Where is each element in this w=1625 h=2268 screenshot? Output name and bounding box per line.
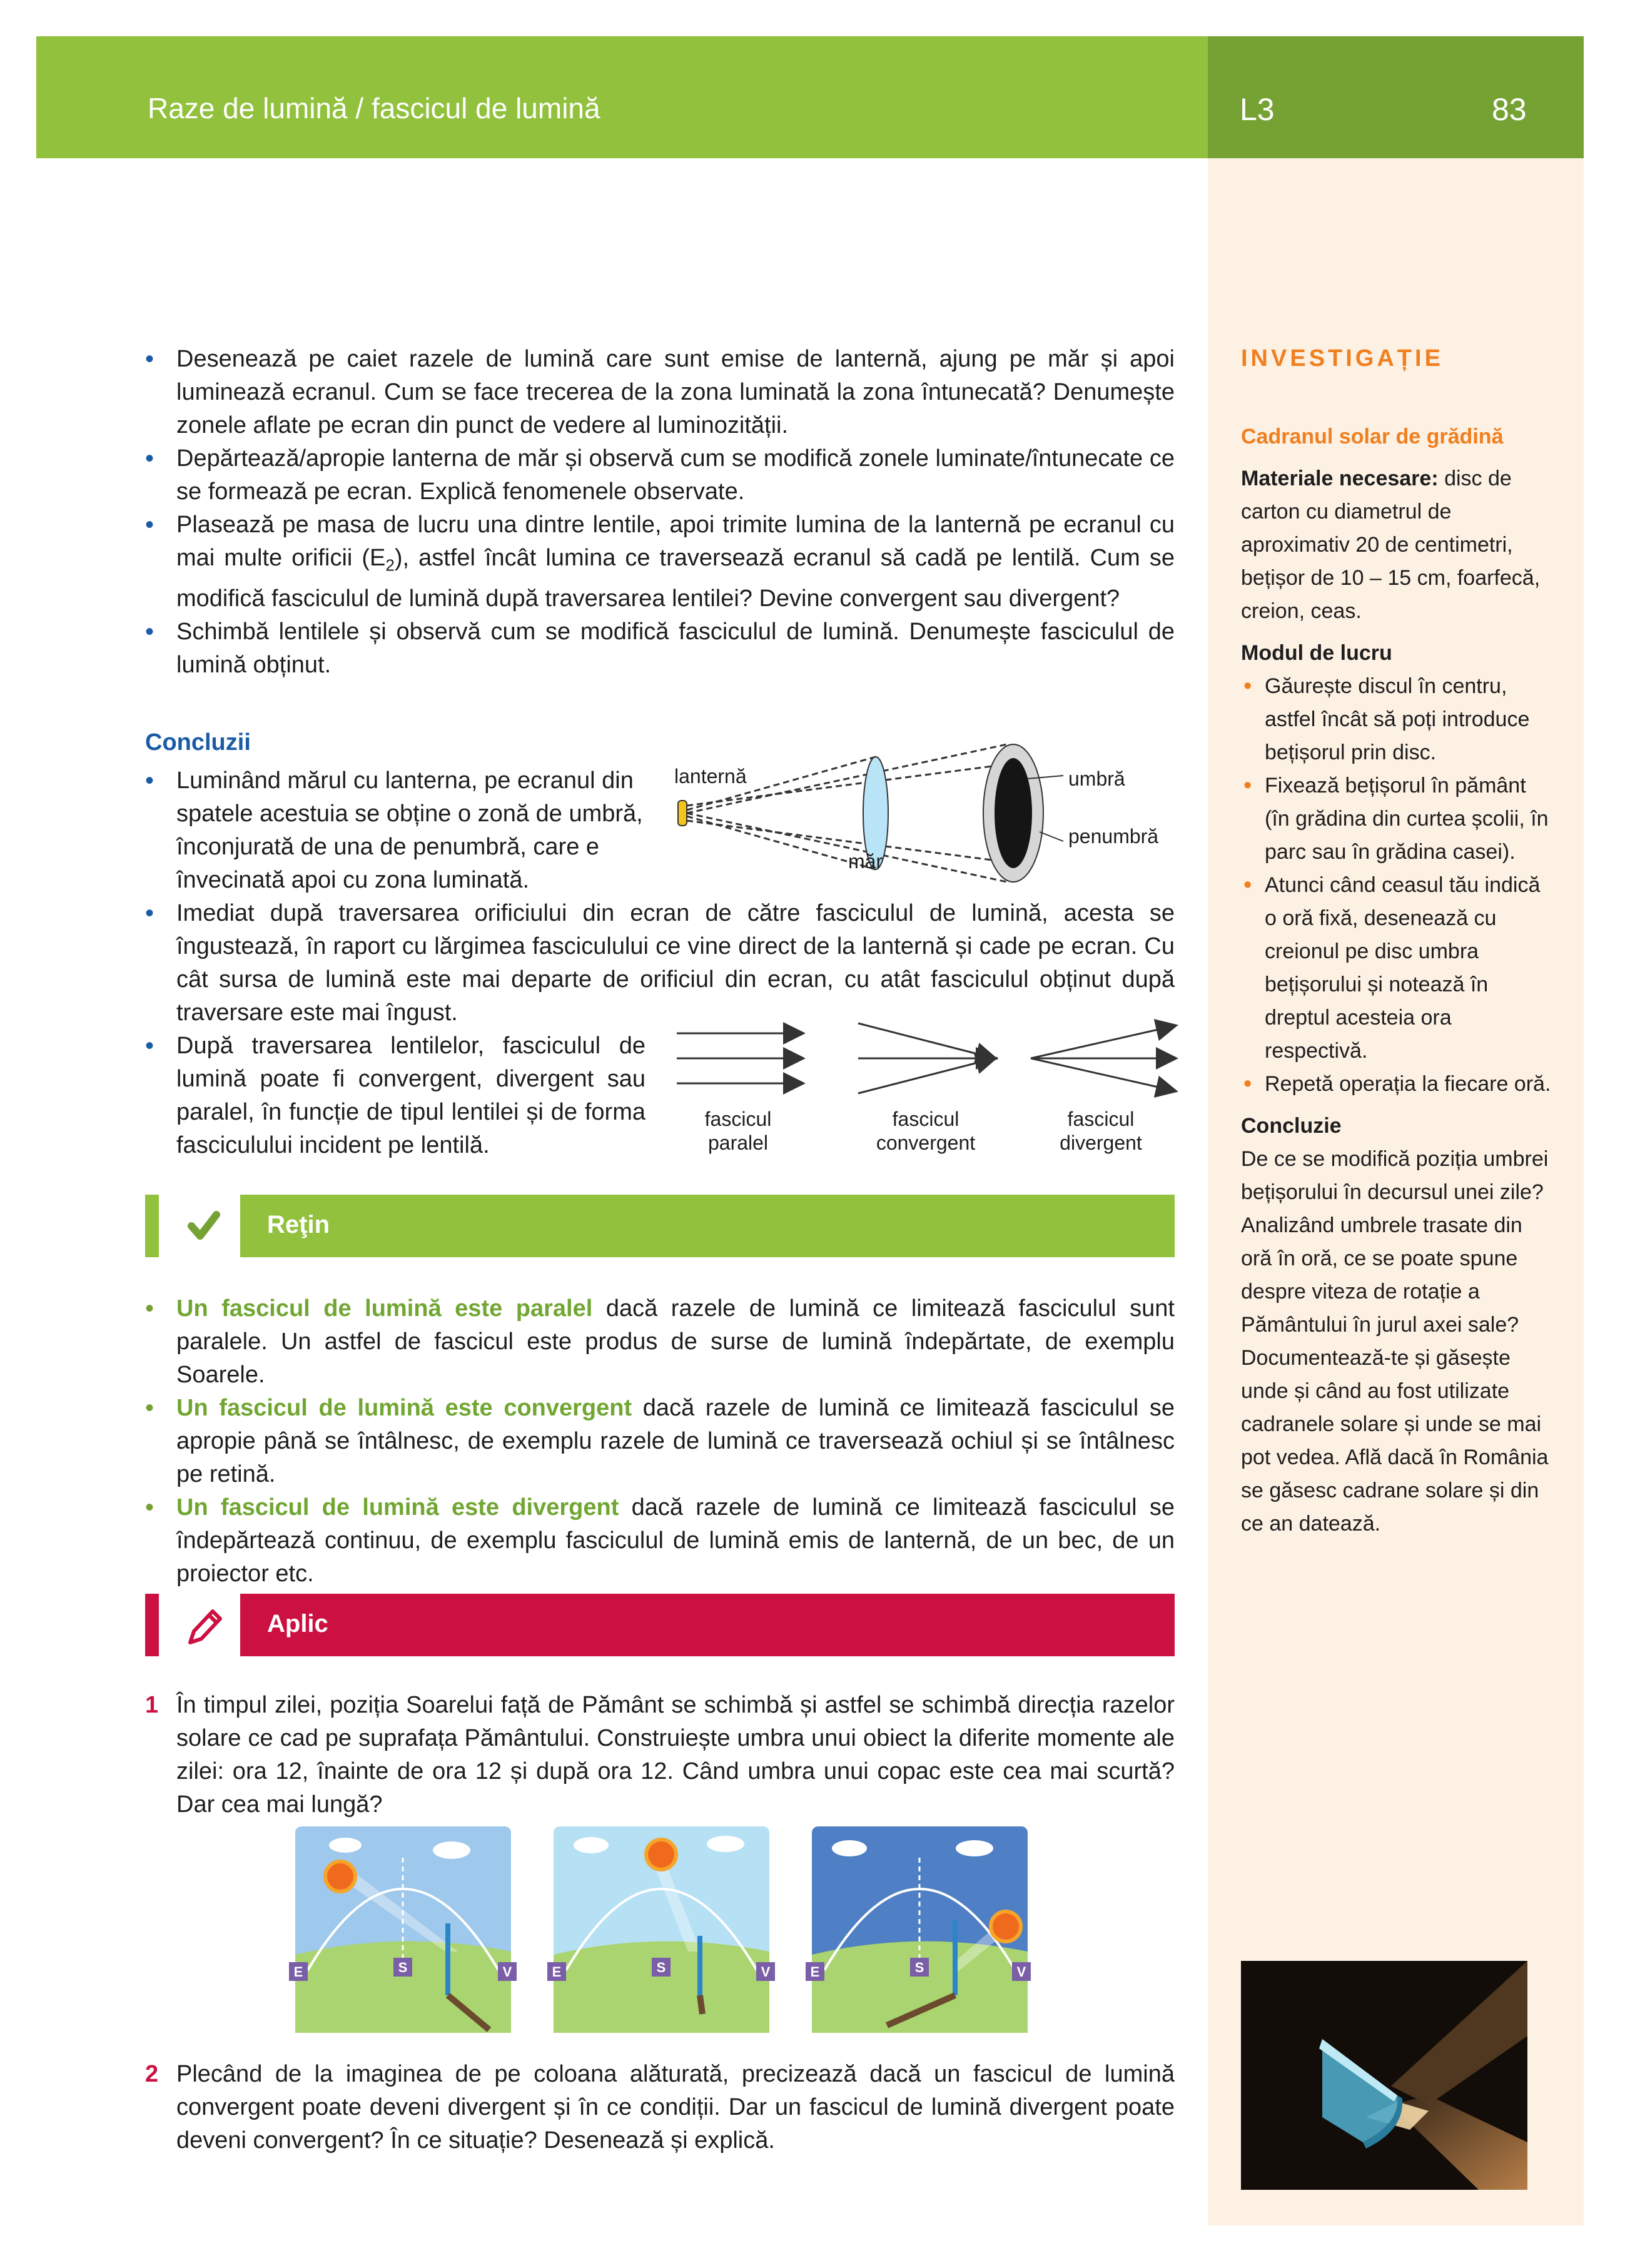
method-step: • Fixează bețișorul în pământ (în grădina din curtea școlii, în parc sau în grădina casei). <box>1241 769 1554 869</box>
aplic-banner-bar <box>240 1594 1175 1656</box>
sun-panel-noon <box>547 1826 775 2033</box>
method-steps <box>1241 670 1554 1101</box>
parallel-label-line2: paralel <box>707 1131 769 1154</box>
sidebar-section-title: INVESTIGAȚIE <box>1241 345 1444 372</box>
west-label: V <box>502 1964 512 1980</box>
exercise-number: 2 <box>145 2061 159 2087</box>
materials-text: disc de carton cu diametrul de aproximativ 20 de centimetri, bețișor de 10 – 15 cm, foarfecă, creion, ceas. <box>1241 467 1541 623</box>
east-label: E <box>293 1964 303 1980</box>
retin-highlight: Un fascicul de lumină este divergent <box>176 1494 619 1521</box>
south-label: S <box>398 1960 408 1975</box>
convergent-label-line1: fascicul <box>892 1108 959 1130</box>
exercise-1 <box>145 1689 1175 1821</box>
south-label: S <box>914 1960 924 1975</box>
retin-text: dacă razele de lumină ce limitează fasciculul se îndepărtează continuu, de exemplu fasciculul de lumină emis de lanternă, de un bec, de un proiector etc. <box>176 1494 1175 1587</box>
conclusion-item: • Imediat după traversarea orificiului din ecran de către fasciculul de lumină, acesta se îngustează, în raport cu lărgimea fasciculului ce vine direct de la lanternă și cade pe ecran. Cu cât sursa de lumină este mai departe de orificiul din ecran, cu atât fasciculul obținut după traversare este mai îngust. <box>145 897 1175 1030</box>
divergent-label-line2: divergent <box>1060 1131 1142 1154</box>
retin-text: dacă razele de lumină ce limitează fasciculul se apropie până se întâlnesc, de exemplu razele de lumină ce traversează ochiul și se întâlnesc pe retină. <box>176 1395 1175 1487</box>
conclusion-item-1 <box>145 764 645 897</box>
activity-list <box>145 343 1175 682</box>
conclusions-title: Concluzii <box>145 729 251 756</box>
pencil-icon <box>159 1594 240 1656</box>
convergent-beam-label <box>863 1107 988 1155</box>
retin-label: Reţin <box>267 1211 330 1238</box>
page-number: 83 <box>1492 92 1527 127</box>
convergent-beam <box>858 1023 995 1093</box>
materials-label: Materiale necesare: <box>1241 467 1439 490</box>
activity-item: • Depărtează/apropie lanterna de măr și observă cum se modifică zonele luminate/întunecate ce se formează pe ecran. Explică fenomenele observate. <box>145 442 1175 509</box>
method-title: Modul de lucru <box>1241 641 1392 665</box>
activity-lens-after: ), astfel încât lumina ce traversează ecranul să cadă pe lentilă. Cum se modifică fasciculul de lumină după traversarea lentilei? Devine convergent sau divergent? <box>176 545 1175 612</box>
exercise-text: În timpul zilei, poziția Soarelui față de Pământ se schimbă și astfel se schimbă direcția razelor solare ce cad pe suprafața Pământului. Construiește umbra unui obiect la diferite momente ale zilei: ora 12, înainte de ora 12 și după ora 12. Când umbra unui copac este cea mai scurtă? Dar cea mai lungă? <box>176 1692 1175 1818</box>
apple-label: măr <box>848 850 883 873</box>
exercise-2 <box>145 2058 1175 2157</box>
shadow-diagram <box>669 738 1182 888</box>
west-label: V <box>1016 1964 1026 1980</box>
divergent-beam <box>1031 1026 1175 1091</box>
east-label: E <box>552 1964 562 1980</box>
conclusion-item-3 <box>145 1030 645 1162</box>
method-step: • Atunci când ceasul tău indică o oră fixă, desenează cu creionul pe disc umbra bețișorului și notează în dreptul acesteia ora respectivă. <box>1241 869 1554 1068</box>
method-step: • Repetă operația la fiecare oră. <box>1241 1068 1554 1101</box>
aplic-banner <box>145 1594 1175 1656</box>
conclusion-title: Concluzie <box>1241 1114 1342 1138</box>
conclusion-item-2 <box>145 897 1175 1030</box>
penumbra-label: penumbră <box>1068 825 1159 848</box>
parallel-beam <box>677 1033 802 1083</box>
retin-list <box>145 1292 1175 1591</box>
retin-banner-bar <box>240 1195 1175 1257</box>
aplic-label: Aplic <box>267 1610 328 1638</box>
page-title: Raze de lumină / fascicul de lumină <box>148 92 600 124</box>
convergent-label-line2: convergent <box>876 1131 976 1154</box>
activity-item: • Schimbă lentilele și observă cum se modifică fasciculul de lumină. Denumește fasciculul de lumină obținut. <box>145 615 1175 682</box>
retin-highlight: Un fascicul de lumină este convergent <box>176 1395 632 1421</box>
east-label: E <box>810 1964 820 1980</box>
retin-highlight: Un fascicul de lumină este paralel <box>176 1295 593 1322</box>
sun-position-panels <box>283 1826 1096 2039</box>
conclusion-item: • După traversarea lentilelor, fasciculul de lumină poate fi convergent, divergent sau paralel, în funcție de tipul lentilei și de forma fasciculului incident pe lentilă. <box>145 1030 645 1162</box>
divergent-beam-label <box>1038 1107 1163 1155</box>
umbra-label: umbră <box>1068 767 1125 790</box>
lesson-code: L3 <box>1240 92 1275 127</box>
retin-banner-tab <box>145 1195 159 1257</box>
sidebar-subtitle: Cadranul solar de grădină <box>1241 425 1504 448</box>
lens-photo-drawing <box>1241 1961 1527 2190</box>
materials-paragraph <box>1241 462 1554 628</box>
sun-panel-evening <box>806 1826 1031 2033</box>
south-label: S <box>656 1960 666 1975</box>
activity-item: • Desenează pe caiet razele de lumină care sunt emise de lanternă, ajung pe măr și apoi luminează ecranul. Cum se face trecerea de la zona luminată la zona întunecată? Denumește zonele aflate pe ecran din punct de vedere al luminozității. <box>145 343 1175 442</box>
lantern-label: lanternă <box>674 765 747 787</box>
beam-types-diagram <box>669 1013 1182 1101</box>
activity-item <box>145 509 1175 615</box>
aplic-banner-tab <box>145 1594 159 1656</box>
checkmark-icon <box>159 1195 240 1257</box>
retin-item <box>145 1392 1175 1491</box>
retin-text: dacă razele de lumină ce limitează fasciculul sunt paralele. Un astfel de fascicul este produs de surse de lumină îndepărtate, de exemplu Soarele. <box>176 1295 1175 1388</box>
divergent-label-line1: fascicul <box>1067 1108 1135 1130</box>
parallel-label-line1: fascicul <box>704 1108 772 1130</box>
sidebar-content <box>1241 420 1554 1541</box>
west-label: V <box>761 1964 771 1980</box>
sun-panel-morning <box>289 1826 517 2033</box>
umbra-shape <box>995 758 1032 868</box>
parallel-beam-label <box>676 1107 801 1155</box>
conclusion-item: • Luminând mărul cu lanterna, pe ecranul din spatele acestuia se obține o zonă de umbră, înconjurată de una de penumbră, care e învecinată apoi cu zona luminată. <box>145 764 645 897</box>
conclusion-text: De ce se modifică poziția umbrei bețișorului în decursul unei zile? Analizând umbrele trasate din oră în oră, ce se poate spune despre viteza de rotație a Pământului în jurul axei sale? Documentează-te și găsește unde și când au fost utilizate cadranele solare și unde se mai pot vedea. Află dacă în România se găsesc cadrane solare și din ce an datează. <box>1241 1147 1549 1536</box>
activity-lens-before: Plasează pe masa de lucru una dintre lentile, apoi trimite lumina de la lanternă pe ecranul cu mai multe orificii (E <box>176 512 1175 571</box>
retin-item <box>145 1491 1175 1591</box>
retin-banner <box>145 1195 1175 1257</box>
exercise-text: Plecând de la imaginea de pe coloana alăturată, precizează dacă un fascicul de lumină convergent poate deveni divergent și în ce condiții. Dar un fascicul de lumină divergent poate deveni convergent? În ce situație? Desenează și explică. <box>176 2061 1175 2154</box>
retin-item <box>145 1292 1175 1392</box>
exercise-number: 1 <box>145 1692 159 1718</box>
method-step: • Găurește discul în centru, astfel încât să poți introduce bețișorul prin disc. <box>1241 670 1554 769</box>
activity-lens-subscript: 2 <box>385 555 395 575</box>
lantern-icon <box>678 801 687 826</box>
lens-photo <box>1241 1961 1527 2190</box>
